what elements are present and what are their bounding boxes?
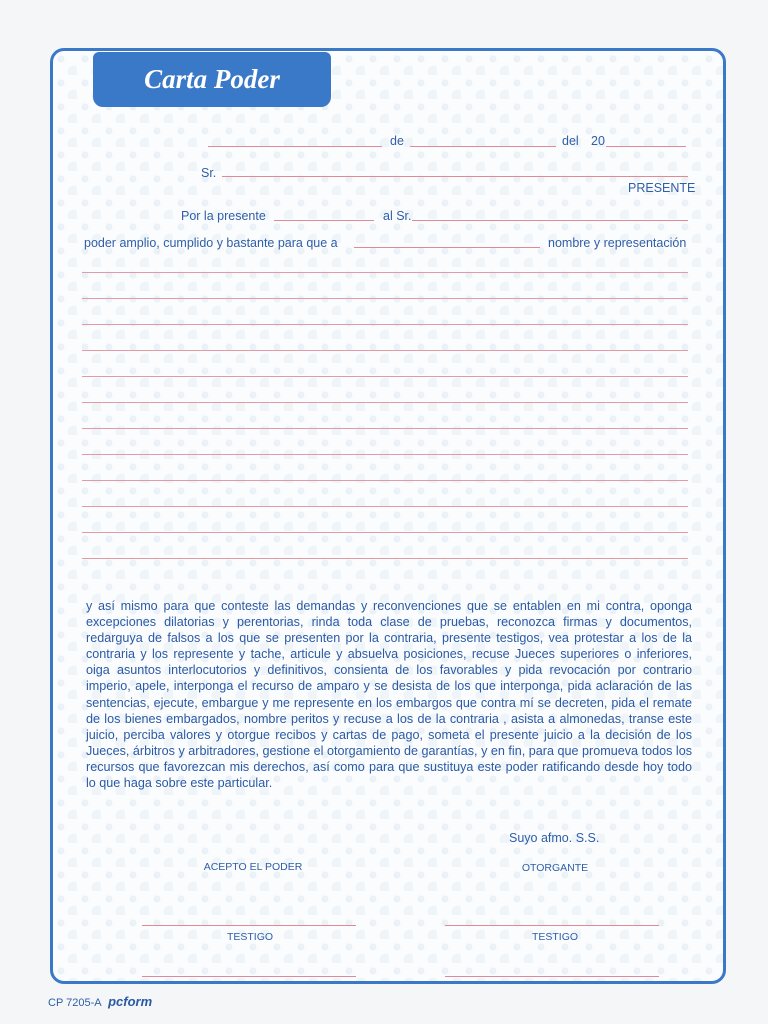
grantor-line[interactable] <box>274 220 374 221</box>
al-sr-label: al Sr. <box>383 209 412 223</box>
witness-left-bottom-line[interactable] <box>142 976 356 977</box>
closing-text: Suyo afmo. S.S. <box>509 831 600 845</box>
poder-amplio-label: poder amplio, cumplido y bastante para que a <box>84 236 338 250</box>
blank-line[interactable] <box>82 350 688 351</box>
sr-label: Sr. <box>201 166 217 180</box>
powers-paragraph: y así mismo para que conteste las demandas y reconvenciones que se entablen en mi contra, oponga excepciones dilatorias y perentorias, rinda toda clase de pruebas, reconozca firmas y documentos, redarguya de falsos a los que se presenten por la contraria, presente testigos, vea protestar a los de la contraria y los represente y tache, articule y absuelva posiciones, recuse Jueces superiores o inferiores, oiga asuntos interlocutorios y definitivos, consienta de los favorables y pida revocación por contrario imperio, apele, interponga el recurso de amparo y se desista de los que interponga, pida aclaración de las sentencias, ejecute, embargue y me represente en los embargos que contra mí se decreten, pida el remate de los bienes embargados, nombre peritos y recuse a los de la contraria , asista a almonedas, transe este juicio, perciba valores y otorgue recibos y cartas de pago, someta el presente juicio a la decisión de los Jueces, árbitros y arbitradores, gestione el otorgamiento de garantías, y en fin, para que promueva todos los recursos que favorezcan mis derechos, así como para que sustituya este poder ratificando desde hoy todo lo que haga sobre este particular. <box>86 599 692 791</box>
representative-line[interactable] <box>354 247 540 248</box>
witness-right-signature-line[interactable] <box>445 925 659 926</box>
blank-line[interactable] <box>82 558 688 559</box>
blank-line[interactable] <box>82 324 688 325</box>
witness-left-signature-line[interactable] <box>142 925 356 926</box>
testigo-left-label: TESTIGO <box>226 931 274 943</box>
blank-line[interactable] <box>82 376 688 377</box>
blank-line[interactable] <box>82 480 688 481</box>
acepto-el-poder-label: ACEPTO EL PODER <box>203 861 303 873</box>
blank-line[interactable] <box>82 506 688 507</box>
testigo-right-label: TESTIGO <box>531 931 579 943</box>
blank-line[interactable] <box>82 272 688 273</box>
year-line[interactable] <box>606 146 686 147</box>
form-code: CP 7205-A <box>48 997 102 1009</box>
nombre-representacion-label: nombre y representación <box>548 236 687 250</box>
witness-right-bottom-line[interactable] <box>445 976 659 977</box>
otorgante-label: OTORGANTE <box>521 862 589 874</box>
blank-line[interactable] <box>82 532 688 533</box>
blank-line[interactable] <box>82 298 688 299</box>
brand-logo: pcform <box>108 994 153 1009</box>
addressee-line[interactable] <box>222 176 688 177</box>
del-label: del <box>562 134 579 148</box>
form-footer <box>48 994 152 1009</box>
de-label: de <box>390 134 404 148</box>
form-title: Carta Poder <box>93 52 331 107</box>
presente-label: PRESENTE <box>628 181 696 195</box>
blank-line[interactable] <box>82 454 688 455</box>
place-line[interactable] <box>208 146 382 147</box>
por-la-presente-label: Por la presente <box>181 209 266 223</box>
carta-poder-form <box>50 48 726 984</box>
blank-line[interactable] <box>82 402 688 403</box>
attorney-line[interactable] <box>412 220 688 221</box>
blank-line[interactable] <box>82 428 688 429</box>
year-prefix: 20 <box>591 134 605 148</box>
day-month-line[interactable] <box>410 146 556 147</box>
